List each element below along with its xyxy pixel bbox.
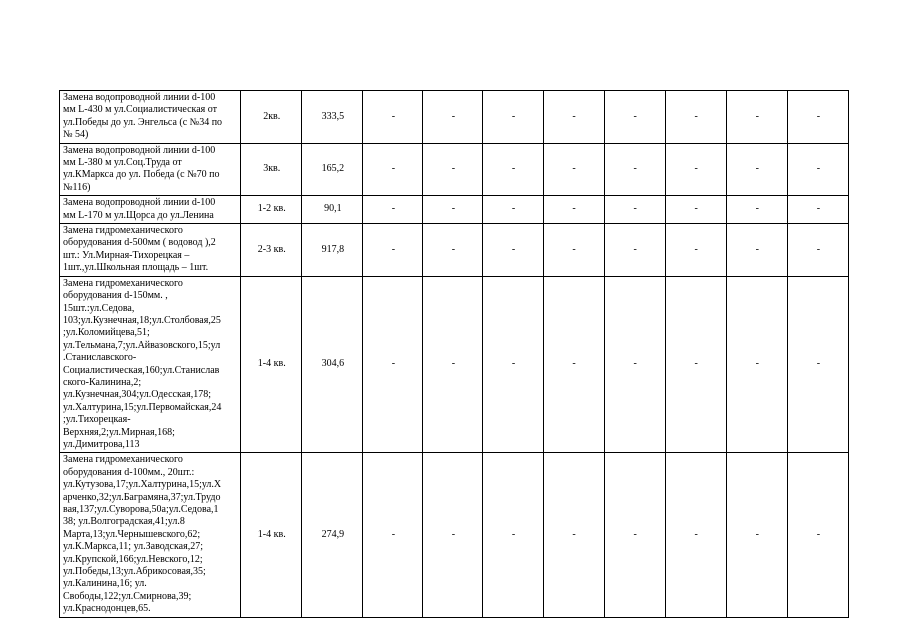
value-cell: - <box>543 453 604 617</box>
value-cell: - <box>665 196 726 224</box>
value-cell: - <box>665 276 726 453</box>
work-description-cell: Замена водопроводной линии d-100 мм L-170 м ул.Щорса до ул.Ленина <box>60 196 241 224</box>
work-description-cell: Замена гидромеханического оборудования d-500мм ( водовод ),2 шт.: Ул.Мирная-Тихорецкая – 1шт.,ул.Школьная площадь – 1шт. <box>60 224 241 277</box>
value-cell: - <box>423 196 483 224</box>
value-cell: - <box>604 143 665 196</box>
value-cell: - <box>423 143 483 196</box>
value-cell: - <box>726 143 787 196</box>
value-cell: - <box>363 224 423 277</box>
table-body <box>60 91 849 618</box>
table-row <box>60 453 849 617</box>
value-cell: - <box>665 143 726 196</box>
period-cell: 1-4 кв. <box>241 453 302 617</box>
work-description-cell: Замена водопроводной линии d-100 мм L-380 м ул.Соц.Труда от ул.КМаркса до ул. Победа (с №70 по №116) <box>60 143 241 196</box>
work-description-cell: Замена водопроводной линии d-100 мм L-430 м ул.Социалистическая от ул.Победы до ул. Энгельса (с №34 по № 54) <box>60 91 241 144</box>
value-cell: - <box>726 224 787 277</box>
value-cell: - <box>483 91 543 144</box>
value-cell: - <box>665 453 726 617</box>
works-table <box>59 90 849 618</box>
value-cell: - <box>787 224 848 277</box>
value-cell: - <box>787 196 848 224</box>
value-cell: - <box>363 143 423 196</box>
table-row <box>60 143 849 196</box>
value-cell: - <box>483 196 543 224</box>
period-cell: 1-2 кв. <box>241 196 302 224</box>
value-cell: - <box>543 143 604 196</box>
period-cell: 2-3 кв. <box>241 224 302 277</box>
value-cell: - <box>726 91 787 144</box>
value-cell: - <box>363 453 423 617</box>
value-cell: - <box>726 453 787 617</box>
table-row <box>60 196 849 224</box>
value-cell: - <box>604 224 665 277</box>
value-cell: - <box>604 196 665 224</box>
value-cell: - <box>543 224 604 277</box>
value-cell: - <box>423 91 483 144</box>
value-cell: - <box>483 276 543 453</box>
value-cell: - <box>483 224 543 277</box>
amount-cell: 304,6 <box>302 276 363 453</box>
amount-cell: 165,2 <box>302 143 363 196</box>
value-cell: - <box>483 143 543 196</box>
table-row <box>60 224 849 277</box>
value-cell: - <box>665 91 726 144</box>
value-cell: - <box>604 453 665 617</box>
value-cell: - <box>787 276 848 453</box>
value-cell: - <box>423 224 483 277</box>
amount-cell: 90,1 <box>302 196 363 224</box>
value-cell: - <box>363 196 423 224</box>
amount-cell: 917,8 <box>302 224 363 277</box>
value-cell: - <box>787 453 848 617</box>
value-cell: - <box>726 196 787 224</box>
value-cell: - <box>363 91 423 144</box>
value-cell: - <box>363 276 423 453</box>
amount-cell: 274,9 <box>302 453 363 617</box>
value-cell: - <box>423 276 483 453</box>
value-cell: - <box>483 453 543 617</box>
period-cell: 2кв. <box>241 91 302 144</box>
period-cell: 1-4 кв. <box>241 276 302 453</box>
work-description-cell: Замена гидромеханического оборудования d-100мм., 20шт.: ул.Кутузова,17;ул.Халтурина,15;ул.Х арченко,32;ул.Баграмяна,37;ул.Трудо вая,137;ул.Суворова,50а;ул.Седова,1 38; ул.Волгоградская,41;ул.8 Марта,13;ул.Чернышевского,62; ул.К.Маркса,11; ул.Заводская,27; ул.Крупской,166;ул.Невского,12; ул.Победы,13;ул.Абрикосовая,35; ул.Калинина,16; ул. Свободы,122;ул.Смирнова,39; ул.Краснодонцев,65. <box>60 453 241 617</box>
value-cell: - <box>543 91 604 144</box>
value-cell: - <box>423 453 483 617</box>
value-cell: - <box>604 91 665 144</box>
value-cell: - <box>787 143 848 196</box>
work-description-cell: Замена гидромеханического оборудования d-150мм. , 15шт.:ул.Седова, 103;ул.Кузнечная,18;ул.Столбовая,25 ;ул.Коломийцева,51; ул.Тельмана,7;ул.Айвазовского,15;ул .Станиславского- Социалистическая,160;ул.Станислав ского-Калинина,2; ул.Кузнечная,304;ул.Одесская,178; ул.Халтурина,15;ул.Первомайская,24 ;ул.Тихорецкая- Верхняя,2;ул.Мирная,168; ул.Димитрова,113 <box>60 276 241 453</box>
table-row <box>60 276 849 453</box>
amount-cell: 333,5 <box>302 91 363 144</box>
value-cell: - <box>787 91 848 144</box>
table-row <box>60 91 849 144</box>
period-cell: 3кв. <box>241 143 302 196</box>
value-cell: - <box>726 276 787 453</box>
value-cell: - <box>543 196 604 224</box>
value-cell: - <box>604 276 665 453</box>
value-cell: - <box>543 276 604 453</box>
value-cell: - <box>665 224 726 277</box>
